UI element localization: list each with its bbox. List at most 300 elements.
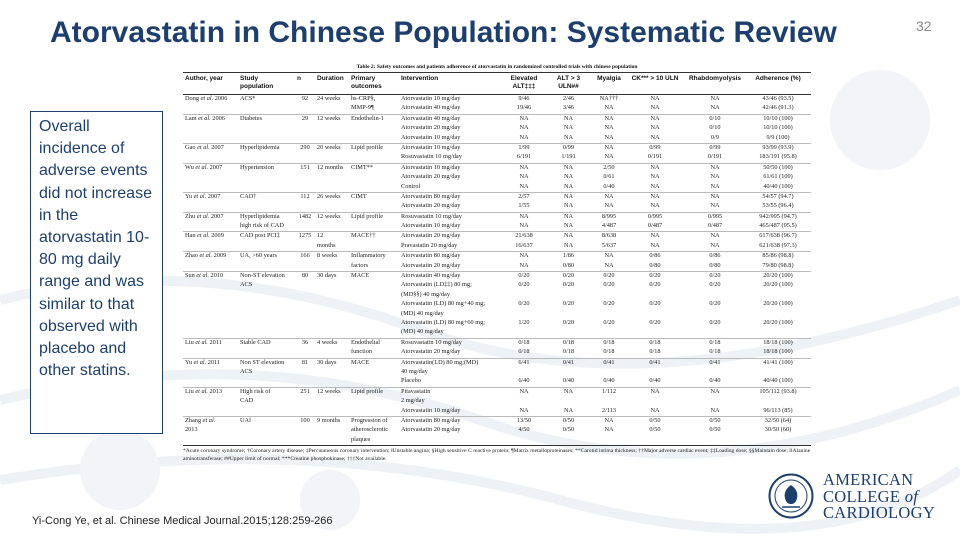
table-cell: NA: [650, 173, 660, 181]
table-cell: [238, 436, 295, 445]
table-cell: NA: [604, 202, 614, 210]
table-cell: 0/20: [544, 272, 593, 282]
table-row: [183, 114, 811, 124]
table-cell: NA: [625, 114, 685, 124]
table-cell: 18/18 (100): [763, 348, 793, 356]
table-cell: Zhu et al. 2007: [183, 212, 238, 222]
table-row: [183, 173, 811, 182]
table-row: [183, 232, 811, 242]
table-cell: [295, 348, 315, 358]
table-cell: NA: [650, 241, 660, 249]
table-cell: 6/41: [504, 358, 544, 368]
table-cell: 21/638: [504, 232, 544, 242]
table-cell: Zhang et al.: [183, 416, 238, 426]
table-cell: NA: [593, 114, 625, 124]
table-cell: NA: [563, 202, 574, 210]
table-cell: [295, 291, 315, 300]
table-cell: 0/20: [593, 272, 625, 282]
table-cell: [349, 222, 399, 232]
table-cell: 0/18: [625, 338, 685, 348]
col-elevated-alt: Elevated ALT‡‡‡: [504, 73, 544, 95]
table-row: [183, 368, 811, 377]
table-cell: Atorvastatin 20 mg/day: [399, 232, 504, 242]
table-cell: [238, 377, 295, 387]
table-cell: Rosuvastatin 10 mg/day: [401, 153, 462, 161]
table-cell: NA: [544, 212, 593, 222]
table-row: [183, 358, 811, 368]
col-intervention: Intervention: [399, 73, 504, 95]
table-cell: [183, 124, 238, 133]
table-cell: [399, 436, 504, 445]
table-cell: [183, 202, 238, 212]
table-cell: Yu et al. 2011: [183, 358, 238, 368]
table-cell: NA: [544, 163, 593, 173]
table-cell: 2/57: [504, 192, 544, 202]
table-cell: [295, 310, 315, 319]
table-cell: 183/191 (95.8): [759, 153, 797, 161]
table-cell: 0/20: [709, 318, 721, 326]
table-cell: [544, 436, 593, 445]
table-cell: [295, 397, 315, 406]
table-cell: NA: [625, 163, 685, 173]
table-cell: 0/40: [562, 377, 575, 385]
table-cell: Atorvastatin (LD) 80 mg+60 mg;: [401, 318, 485, 326]
table-row: [183, 153, 811, 163]
table-cell: Atorvastatin 10 mg/day: [401, 406, 461, 414]
table-cell: 0/18: [709, 348, 721, 356]
table-cell: 1/55: [518, 202, 530, 210]
table-cell: [315, 153, 349, 163]
table-cell: NA: [650, 202, 660, 210]
table-cell: NA: [519, 124, 529, 132]
table-row: [183, 222, 811, 232]
table-cell: High risk of: [238, 387, 295, 397]
table-cell: [183, 134, 238, 144]
table-cell: NA: [650, 182, 660, 190]
table-cell: NA: [685, 387, 745, 397]
table-cell: Lipid profile: [349, 212, 399, 222]
table-cell: 0/18: [562, 348, 575, 356]
acc-line-2: COLLEGE of: [823, 486, 919, 506]
col-outcomes: Primary outcomes: [349, 73, 399, 95]
table-cell: 0/18: [649, 348, 661, 356]
table-row: [183, 338, 811, 348]
table-cell: Lipid profile: [349, 143, 399, 153]
table-cell: CAD: [240, 397, 254, 405]
table-cell: [238, 310, 295, 319]
table-cell: 0/41: [625, 358, 685, 368]
table-cell: Inflammatory: [349, 252, 399, 262]
table-cell: NA: [593, 252, 625, 262]
table-cell: hs-CRP§,: [351, 95, 376, 102]
table-cell: [315, 173, 349, 182]
table-cell: [349, 202, 399, 212]
table-cell: MACE: [349, 358, 399, 368]
acc-wordmark: [823, 472, 935, 522]
table-cell: [349, 153, 399, 163]
table-cell: [504, 310, 544, 319]
table-cell: 29: [295, 114, 315, 124]
table-cell: [504, 368, 544, 377]
page-number: 32: [916, 18, 932, 34]
col-rhabdomyolysis: Rhabdomyolysis: [685, 73, 745, 95]
table-cell: 0/20: [709, 281, 721, 289]
table-cell: [315, 281, 349, 290]
col-population: Study population: [238, 73, 295, 95]
table-cell: UA, >60 years: [238, 252, 295, 262]
table-cell: 0/9: [710, 133, 720, 141]
table-cell: NA: [544, 232, 593, 242]
table-cell: Atorvastatin 80 mg/day: [399, 192, 504, 202]
table-cell: [315, 348, 349, 358]
table-cell: [295, 377, 315, 387]
table-cell: 0/20: [709, 300, 721, 308]
table-cell: NA: [563, 173, 574, 181]
table-header-row: [183, 73, 811, 95]
table-cell: NA†††: [599, 95, 619, 102]
table-cell: 0/99: [625, 143, 685, 153]
table-cell: 0/20: [518, 300, 530, 308]
table-row: [183, 104, 811, 114]
table-cell: NA: [519, 182, 529, 190]
table-cell: atherosclerotic: [351, 426, 389, 434]
table-cell: [349, 368, 399, 377]
table-cell: Atorvastatin 10 mg/day: [401, 222, 461, 230]
table-cell: NA: [650, 124, 660, 132]
table-cell: [315, 300, 349, 309]
table-cell: Dong et al. 2006: [185, 95, 228, 102]
table-row: [183, 426, 811, 435]
table-cell: 0/50: [562, 426, 575, 434]
table-cell: [625, 436, 685, 445]
table-cell: [295, 300, 315, 309]
table-cell: Atorvastatin 10 mg/day: [399, 143, 504, 153]
table-cell: Control: [401, 182, 421, 190]
safety-table-figure: [183, 63, 811, 463]
table-cell: 16/637: [515, 241, 533, 249]
table-cell: 30 days: [315, 358, 349, 368]
table-cell: [349, 300, 399, 309]
table-cell: 290: [295, 143, 315, 153]
table-cell: 0/20: [603, 300, 615, 308]
table-cell: [745, 397, 811, 406]
table-cell: 80: [295, 272, 315, 282]
table-cell: 0/995: [625, 212, 685, 222]
table-cell: [295, 328, 315, 338]
table-cell: [315, 368, 349, 377]
table-cell: Endothelin-1: [349, 114, 399, 124]
acc-logo: [768, 470, 948, 522]
table-cell: 1/99: [504, 143, 544, 153]
table-cell: [183, 281, 238, 290]
table-cell: 41/41 (100): [745, 358, 811, 368]
table-cell: [315, 397, 349, 406]
table-cell: NA: [710, 95, 720, 102]
table-cell: 92: [301, 95, 309, 102]
table-cell: 0/40: [649, 377, 661, 385]
table-cell: NA: [504, 252, 544, 262]
table-cell: Zhao et al. 2009: [183, 252, 238, 262]
table-cell: Han et al. 2009: [183, 232, 238, 242]
table-cell: [315, 407, 349, 417]
table-cell: NA: [650, 406, 660, 414]
table-cell: 53/55 (96.4): [762, 202, 794, 210]
slide-title: Atorvastatin in Chinese Population: Systematic Review: [50, 16, 837, 49]
table-cell: Atorvastatin 80 mg/day: [399, 252, 504, 262]
table-cell: 617/638 (96.7): [745, 232, 811, 242]
table-cell: 0/20: [504, 272, 544, 282]
table-cell: 251: [295, 387, 315, 397]
table-cell: [183, 328, 238, 338]
table-cell: 0/10: [685, 114, 745, 124]
table-cell: [238, 134, 295, 144]
table-row: [183, 348, 811, 358]
table-cell: 8/638: [593, 232, 625, 242]
table-cell: [238, 242, 295, 252]
table-cell: Lipid profile: [349, 387, 399, 397]
table-cell: Pravastatin 20 mg/day: [401, 241, 458, 249]
table-row: [183, 252, 811, 262]
table-cell: 96/113 (85): [763, 406, 793, 414]
table-cell: 0/18: [544, 338, 593, 348]
table-cell: Rosuvastatin 10 mg/day: [399, 212, 504, 222]
table-cell: NA: [563, 241, 574, 249]
table-cell: [183, 368, 238, 377]
table-cell: [315, 124, 349, 133]
table-cell: function: [351, 348, 372, 356]
table-cell: [295, 222, 315, 232]
table-cell: [295, 134, 315, 144]
table-cell: Non-ST elevation: [238, 272, 295, 282]
table-cell: NA: [593, 416, 625, 426]
table-cell: 100: [295, 416, 315, 426]
table-cell: 0/41: [593, 358, 625, 368]
table-cell: [745, 368, 811, 377]
table-cell: NA: [604, 124, 614, 132]
table-cell: [625, 397, 685, 406]
table-cell: [685, 310, 745, 319]
table-cell: NA: [519, 173, 529, 181]
summary-callout: Overall incidence of adverse events did not increase in the atorvastatin 10-80 mg daily range and was similar to that observed with placebo and other statins.: [30, 111, 163, 434]
table-cell: 32/50 (64): [745, 416, 811, 426]
table-cell: NA: [519, 406, 529, 414]
table-row: [183, 300, 811, 309]
table-row: [183, 143, 811, 153]
table-cell: [504, 328, 544, 338]
table-cell: [349, 328, 399, 338]
table-cell: [183, 291, 238, 300]
table-cell: [349, 183, 399, 193]
table-cell: NA: [563, 406, 574, 414]
table-cell: 0/18: [685, 338, 745, 348]
table-cell: NA: [604, 426, 614, 434]
table-cell: 151: [295, 163, 315, 173]
table-row: [183, 262, 811, 272]
table-cell: 12 weeks: [315, 212, 349, 222]
table-cell: CAD post PCI‡: [238, 232, 295, 242]
table-cell: [315, 319, 349, 328]
table-cell: Atorvastatin 40 mg/day: [401, 104, 461, 112]
table-cell: NA: [504, 114, 544, 124]
table-caption: Table 2: Safety outcomes and patients adherence of atorvastatin in randomized controlled trials with chinese population: [356, 64, 638, 70]
table-cell: Hypertension: [238, 163, 295, 173]
table-cell: 9/9 (100): [766, 133, 790, 141]
table-cell: 0/20: [649, 300, 661, 308]
table-cell: NA: [710, 182, 720, 190]
acc-line-1: AMERICAN: [823, 470, 914, 489]
table-cell: 0/20: [518, 281, 530, 289]
table-cell: [315, 377, 349, 387]
table-cell: 0/18: [593, 338, 625, 348]
table-cell: 112: [295, 192, 315, 202]
table-row: [183, 242, 811, 252]
table-cell: NA: [504, 212, 544, 222]
table-cell: CIMT**: [349, 163, 399, 173]
table-cell: 20/20 (100): [763, 318, 793, 326]
table-cell: Atorvastatin 80 mg/day: [399, 416, 504, 426]
table-cell: NA: [650, 104, 660, 112]
table-cell: 0/487: [707, 222, 723, 230]
table-cell: NA: [650, 133, 660, 141]
table-cell: factors: [351, 261, 369, 269]
table-footnote: *Acute coronary syndrome; †Coronary artery disease; ‡Percutaneous coronary intervention; ‖Unstable angina; §High sensitive C reactive protein; ¶Matrix metalloproteinases; **Carotid intima thickness; ††Major adverse cardiac event; ‡‡Loading dose; §§Maintain dose; ‖‖Alanine aminotransferase; ##Upper limit of normal; ***Creatine phosphokinase; †††Not available.: [183, 445, 811, 463]
table-cell: high risk of CAD: [240, 222, 284, 230]
table-cell: NA: [519, 222, 529, 230]
table-cell: 3/46: [562, 104, 575, 112]
table-cell: [183, 173, 238, 182]
table-cell: [315, 134, 349, 144]
table-cell: NA: [625, 387, 685, 397]
table-cell: Atorvastatin 10 mg/day: [399, 163, 504, 173]
col-myalgia: Myalgia: [593, 73, 625, 95]
table-cell: 0/18: [504, 338, 544, 348]
table-cell: [593, 291, 625, 300]
table-cell: 0/18: [518, 348, 530, 356]
table-cell: 0/40: [603, 377, 615, 385]
table-cell: 0/61: [603, 173, 615, 181]
table-cell: [685, 397, 745, 406]
table-cell: [183, 348, 238, 358]
table-cell: [295, 368, 315, 377]
table-cell: 1/112: [593, 387, 625, 397]
table-cell: 0/41: [544, 358, 593, 368]
table-row: [183, 291, 811, 300]
table-cell: 6/191: [516, 153, 532, 161]
table-cell: 1482: [295, 212, 315, 222]
table-cell: [238, 153, 295, 163]
table-cell: 0/20: [562, 281, 575, 289]
table-cell: Atorvastatin 10 mg/day: [401, 95, 461, 102]
table-cell: [183, 310, 238, 319]
table-cell: [295, 173, 315, 182]
table-cell: 1/20: [518, 318, 530, 326]
table-cell: Placebo: [401, 377, 421, 385]
table-cell: Non ST elevation: [238, 358, 295, 368]
table-cell: [295, 407, 315, 417]
table-cell: 26 weeks: [315, 192, 349, 202]
table-cell: [349, 124, 399, 133]
table-cell: 85/86 (98.8): [745, 252, 811, 262]
table-cell: 18/18 (100): [745, 338, 811, 348]
table-cell: [238, 183, 295, 193]
table-cell: 6/40: [518, 377, 530, 385]
table-cell: NA: [604, 153, 614, 161]
table-cell: 12 weeks: [315, 387, 349, 397]
col-n: n: [295, 73, 315, 95]
table-cell: 4/487: [601, 222, 617, 230]
table-cell: [183, 377, 238, 387]
table-cell: [593, 436, 625, 445]
table-cell: Atorvastatin 40 mg/day: [399, 114, 504, 124]
table-cell: 0/50: [709, 426, 721, 434]
table-cell: [295, 426, 315, 435]
table-cell: [349, 291, 399, 300]
table-cell: NA: [504, 163, 544, 173]
table-cell: [183, 436, 238, 445]
table-cell: Atorvastatin 20 mg/day: [401, 124, 461, 132]
table-cell: 2/113: [601, 406, 617, 414]
table-cell: [544, 397, 593, 406]
table-cell: NA: [710, 173, 720, 181]
table-cell: [238, 202, 295, 212]
table-cell: [295, 319, 315, 328]
table-cell: 105/112 (93.8): [745, 387, 811, 397]
table-cell: [544, 328, 593, 338]
table-cell: 20/20 (100): [745, 272, 811, 282]
table-cell: [349, 242, 399, 252]
col-duration: Duration: [315, 73, 349, 95]
table-cell: 40 mg/day: [401, 367, 428, 375]
table-cell: (MD§§) 40 mg/day: [401, 290, 450, 298]
table-row: [183, 163, 811, 173]
table-cell: [544, 291, 593, 300]
table-cell: Wu et al. 2007: [183, 163, 238, 173]
table-cell: NA: [685, 232, 745, 242]
table-row: [183, 310, 811, 319]
table-cell: Liu et al. 2013: [183, 387, 238, 397]
table-cell: (MD) 40 mg/day: [401, 328, 444, 336]
table-cell: [238, 300, 295, 309]
table-cell: 0/487: [647, 222, 663, 230]
table-cell: Hyperlipidemia: [238, 212, 295, 222]
table-cell: 166: [295, 252, 315, 262]
table-cell: 0/50: [625, 416, 685, 426]
table-cell: 0/20: [562, 300, 575, 308]
table-row: [183, 183, 811, 193]
table-cell: Endothelial: [349, 338, 399, 348]
table-cell: [685, 368, 745, 377]
table-cell: Atorvastatin 20 mg/day: [401, 348, 461, 356]
table-cell: [504, 397, 544, 406]
table-cell: [238, 348, 295, 358]
table-row: [183, 272, 811, 282]
table-cell: NA: [625, 192, 685, 202]
table-cell: [295, 153, 315, 163]
table-row: [183, 397, 811, 406]
table-cell: 42/46 (91.3): [762, 104, 794, 112]
table-cell: Gao et al. 2007: [183, 143, 238, 153]
table-cell: CIMT: [349, 192, 399, 202]
table-cell: 0/18: [603, 348, 615, 356]
table-cell: 20 weeks: [315, 143, 349, 153]
table-cell: ACS: [240, 281, 253, 289]
table-cell: [238, 426, 295, 435]
table-cell: [295, 183, 315, 193]
table-cell: [315, 426, 349, 435]
table-cell: [183, 183, 238, 193]
table-cell: NA: [504, 387, 544, 397]
table-row: [183, 387, 811, 397]
